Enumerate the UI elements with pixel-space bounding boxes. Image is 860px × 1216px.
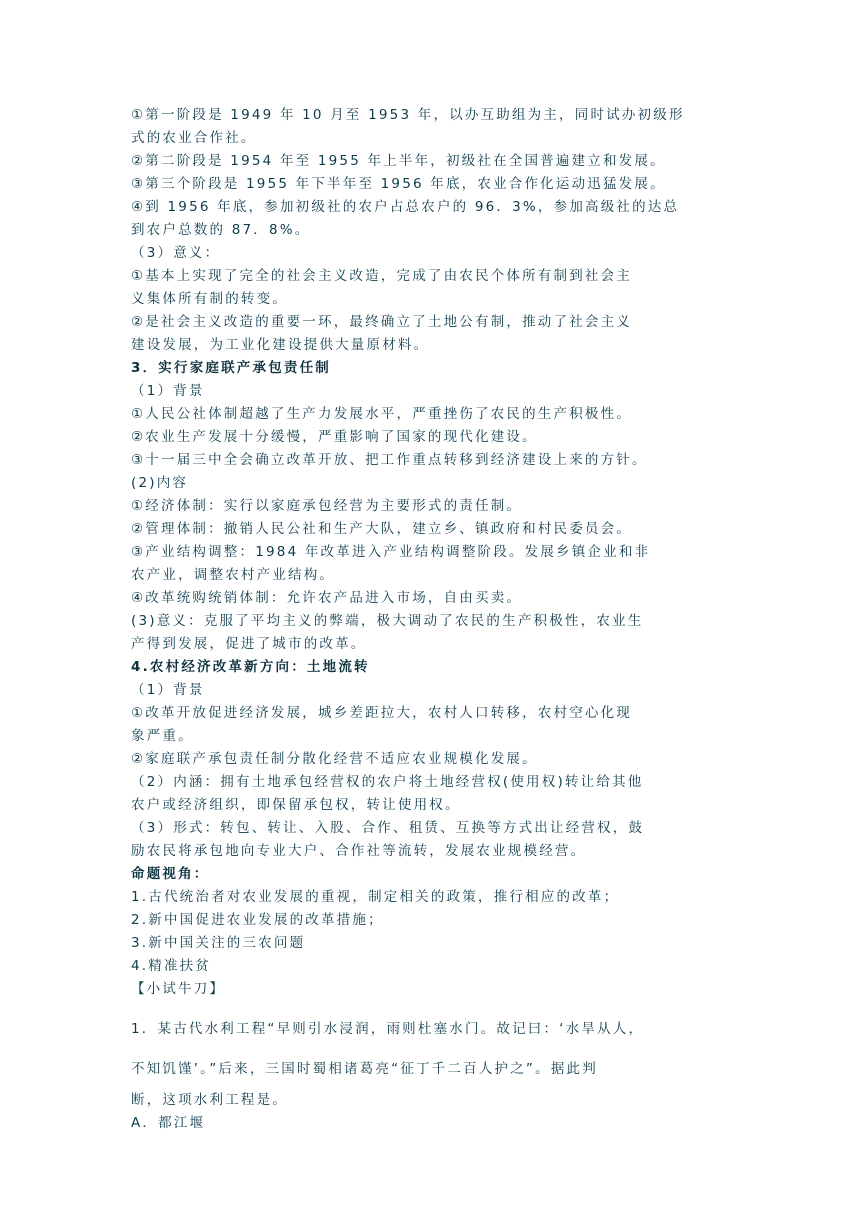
text-line: (2)内容 [131,475,189,491]
text-line: 农产业，调整农村产业结构。 [131,567,336,583]
text-line: 式的农业合作社。 [131,130,257,146]
text-line: 励农民将承包地向专业大户、合作社等流转，发展农业规模经营。 [131,843,587,859]
text-line: （1）背景 [131,682,205,698]
text-line: ②农业生产发展十分缓慢，严重影响了国家的现代化建设。 [131,429,538,445]
text-line: （2）内涵：拥有土地承包经营权的农户将土地经营权(使用权)转让给其他 [131,774,644,790]
text-line: 3.新中国关注的三农问题 [131,935,306,951]
text-line: 【小试牛刀】 [131,981,226,997]
section-heading: 4.农村经济改革新方向：土地流转 [131,659,370,675]
text-line: 1．某古代水利工程“早则引水浸润，雨则杜塞水门。故记曰：‘水旱从人， [131,1021,645,1037]
text-line: （3）形式：转包、转让、入股、合作、租赁、互换等方式出让经营权，鼓 [131,820,645,836]
text-line: ③十一届三中全会确立改革开放、把工作重点转移到经济建设上来的方针。 [131,452,648,468]
section-heading: 3．实行家庭联产承包责任制 [131,360,331,376]
text-line: 2.新中国促进农业发展的改革措施； [131,912,384,928]
text-line: ②管理体制：撤销人民公社和生产大队，建立乡、镇政府和村民委员会。 [131,521,633,537]
text-line: ②家庭联产承包责任制分散化经营不适应农业规模化发展。 [131,751,538,767]
text-line: ④到 1956 年底，参加初级社的农户占总农户的 96．3%，参加高级社的达总 [131,199,680,215]
text-line: (3)意义：克服了平均主义的弊端，极大调动了农民的生产积极性，农业生 [131,613,644,629]
text-line: 4.精准扶贫 [131,958,212,974]
text-line: 不知饥馑’。”后来，三国时蜀相诸葛亮“征丁千二百人护之”。据此判 [131,1061,598,1077]
text-line: ①人民公社体制超越了生产力发展水平，严重挫伤了农民的生产积极性。 [131,406,633,422]
text-line: 农户或经济组织，即保留承包权，转让使用权。 [131,797,461,813]
text-line: 义集体所有制的转变。 [131,291,288,307]
text-line: 象严重。 [131,728,194,744]
text-line: ①第一阶段是 1949 年 10 月至 1953 年，以办互助组为主，同时试办初级形 [131,107,685,123]
section-heading: 命题视角： [131,866,210,882]
text-line: ③第三个阶段是 1955 年下半年至 1956 年底，农业合作化运动迅猛发展。 [131,176,666,192]
document-page [131,104,731,1135]
text-line: （1）背景 [131,383,205,399]
text-line: （3）意义： [131,245,221,261]
text-line: ①基本上实现了完全的社会主义改造，完成了由农民个体所有制到社会主 [131,268,633,284]
text-line: 产得到发展，促进了城市的改革。 [131,636,367,652]
text-line: 到农户总数的 87．8%。 [131,222,311,238]
text-line: ①改革开放促进经济发展，城乡差距拉大，农村人口转移，农村空心化现 [131,705,633,721]
text-line: 1.古代统治者对农业发展的重视，制定相关的政策，推行相应的改革； [131,889,620,905]
text-line: ④改革统购统销体制：允许农产品进入市场，自由买卖。 [131,590,523,606]
text-line: ②是社会主义改造的重要一环，最终确立了土地公有制，推动了社会主义 [131,314,633,330]
text-line: ②第二阶段是 1954 年至 1955 年上半年，初级社在全国普遍建立和发展。 [131,153,666,169]
text-line: 断，这项水利工程是。 [131,1092,288,1108]
text-line: ③产业结构调整：1984 年改革进入产业结构调整阶段。发展乡镇企业和非 [131,544,651,560]
text-line: ①经济体制：实行以家庭承包经营为主要形式的责任制。 [131,498,523,514]
text-line: 建设发展，为工业化建设提供大量原材料。 [131,337,430,353]
text-line: A．都江堰 [131,1115,206,1131]
